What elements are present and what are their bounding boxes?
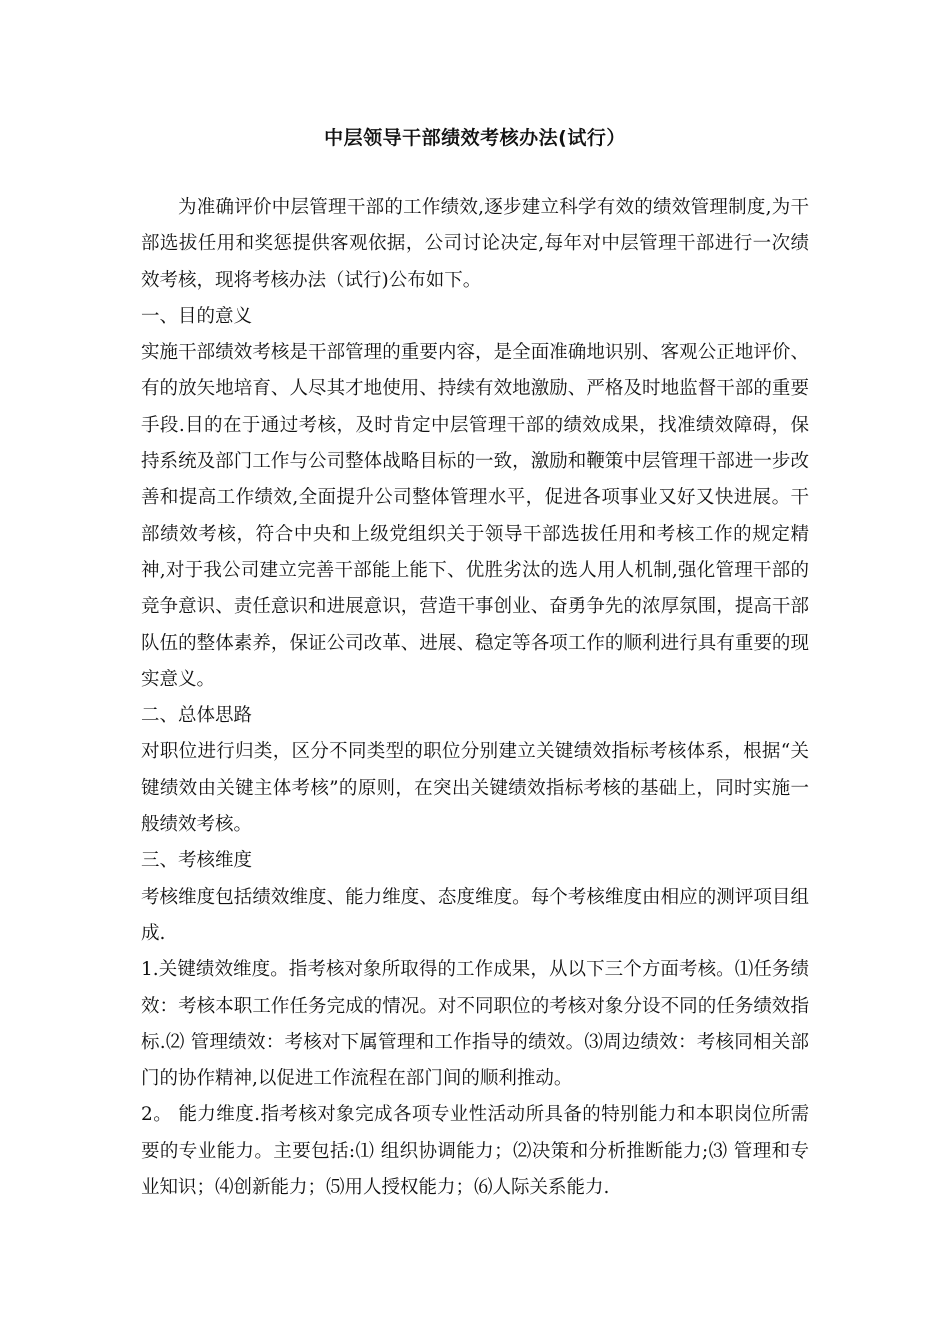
section-paragraph-approach: 对职位进行归类，区分不同类型的职位分别建立关键绩效指标考核体系，根据“关键绩效由关键主体考核”的原则，在突出关键绩效指标考核的基础上，同时实施一般绩效考核。 xyxy=(141,741,809,836)
dimension-item-performance: 1.关键绩效维度。指考核对象所取得的工作成果，从以下三个方面考核。⑴任务绩效：考核本职工作任务完成的情况。对不同职位的考核对象分设不同的任务绩效指标.⑵ 管理绩效：考核对下属管理和工作指导的绩效。⑶周边绩效：考核同相关部门的协作精神,以促进工作流程在部门间的顺利推动。 xyxy=(141,959,809,1090)
dimension-item-ability: 2。 能力维度.指考核对象完成各项专业性活动所具备的特别能力和本职岗位所需要的专业能力。主要包括:⑴ 组织协调能力；⑵决策和分析推断能力;⑶ 管理和专业知识；⑷创新能力；⑸用人授权能力；⑹人际关系能力. xyxy=(141,1104,809,1199)
intro-paragraph: 为准确评价中层管理干部的工作绩效,逐步建立科学有效的绩效管理制度,为干部选拔任用和奖惩提供客观依据，公司讨论决定,每年对中层管理干部进行一次绩效考核，现将考核办法（试行)公布如下。 xyxy=(141,197,809,291)
section-heading-approach: 二、总体思路 xyxy=(141,705,253,727)
section-paragraph-dimensions: 考核维度包括绩效维度、能力维度、态度维度。每个考核维度由相应的测评项目组成. xyxy=(141,886,809,944)
document-title: 中层领导干部绩效考核办法(试行） xyxy=(324,127,626,149)
document-body xyxy=(141,190,809,1206)
section-paragraph-purpose: 实施干部绩效考核是干部管理的重要内容，是全面准确地识别、客观公正地评价、有的放矢地培育、人尽其才地使用、持续有效地激励、严格及时地监督干部的重要手段.目的在于通过考核，及时肯定中层管理干部的绩效成果，找准绩效障碍，保持系统及部门工作与公司整体战略目标的一致，激励和鞭策中层管理干部进一步改善和提高工作绩效,全面提升公司整体管理水平，促进各项事业又好又快进展。干部绩效考核，符合中央和上级党组织关于领导干部选拔任用和考核工作的规定精神,对于我公司建立完善干部能上能下、优胜劣汰的选人用人机制,强化管理干部的竞争意识、责任意识和进展意识，营造干事创业、奋勇争先的浓厚氛围，提高干部队伍的整体素养，保证公司改革、进展、稳定等各项工作的顺利进行具有重要的现实意义。 xyxy=(141,342,809,690)
section-heading-dimensions: 三、考核维度 xyxy=(141,850,253,872)
section-heading-purpose: 一、目的意义 xyxy=(141,305,253,327)
